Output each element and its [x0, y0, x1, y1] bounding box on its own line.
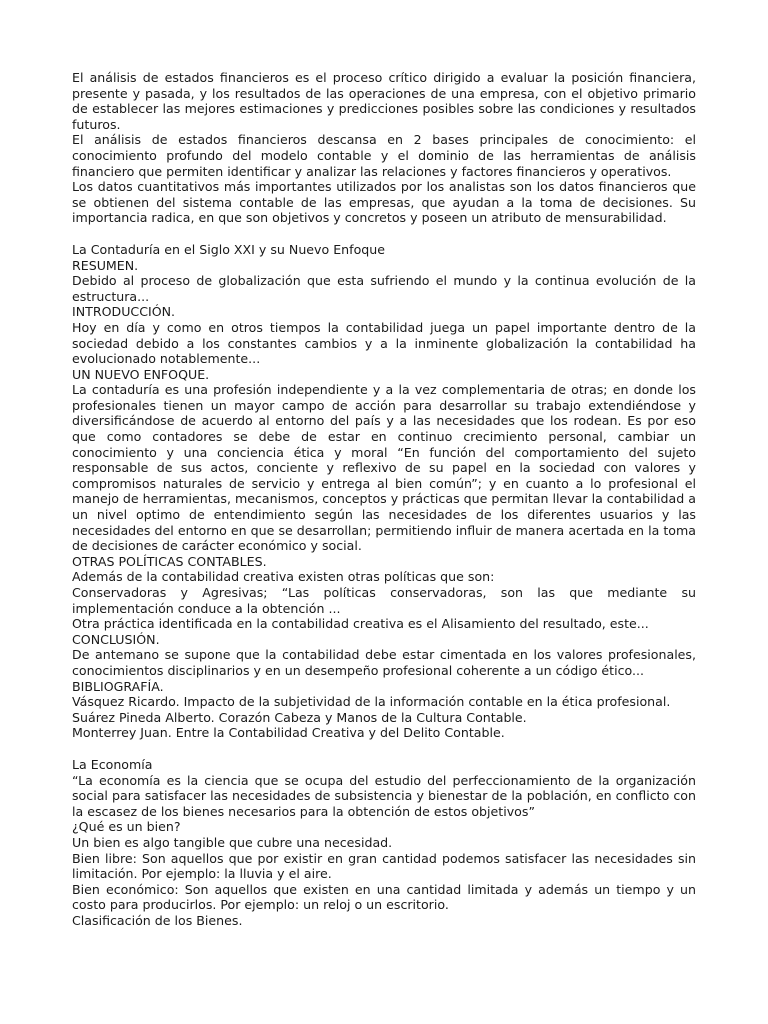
question-que-es-un-bien: ¿Qué es un bien? [72, 819, 181, 835]
section-title-contaduria: La Contaduría en el Siglo XXI y su Nuevo Enfoque [72, 241, 386, 257]
heading-clasificacion-bienes: Clasificación de los Bienes. [72, 912, 243, 928]
heading-bibliografia: BIBLIOGRAFÍA. [72, 678, 164, 694]
blank-line [72, 226, 696, 242]
document-body [72, 70, 696, 928]
section-title-economia: La Economía [72, 756, 153, 772]
paragraph-datos-cuantitativos: Los datos cuantitativos más importantes utilizados por los analistas son los datos financieros que se obtienen del sistema contable de las empresas, que ayudan a la toma de decisiones. Su importancia radica, en que son objetivos y concretos y poseen un atributo de mensurabilidad. [72, 179, 696, 226]
heading-resumen: RESUMEN. [72, 257, 139, 273]
paragraph-politicas-conservadoras: Conservadoras y Agresivas; “Las políticas conservadoras, son las que mediante su implementación conduce a la obtención ... [72, 585, 696, 616]
bibliography-entry: Suárez Pineda Alberto. Corazón Cabeza y Manos de la Cultura Contable. [72, 709, 527, 725]
paragraph-analisis-definicion: El análisis de estados financieros es el proceso crítico dirigido a evaluar la posición financiera, presente y pasada, y los resultados de las operaciones de una empresa, con el objetivo primario de establecer las mejores estimaciones y predicciones posibles sobre las condiciones y resultados futuros. [72, 70, 696, 132]
paragraph-resumen: Debido al proceso de globalización que esta sufriendo el mundo y la continua evolución de la estructura... [72, 273, 696, 304]
paragraph-conclusion: De antemano se supone que la contabilidad debe estar cimentada en los valores profesionales, conocimientos disciplinarios y en un desempeño profesional coherente a un código ético... [72, 647, 696, 678]
paragraph-bien-libre: Bien libre: Son aquellos que por existir en gran cantidad podemos satisfacer las necesidades sin limitación. Por ejemplo: la lluvia y el aire. [72, 850, 696, 882]
bibliography-entry: Vásquez Ricardo. Impacto de la subjetividad de la información contable en la ética profesional. [72, 694, 671, 710]
paragraph-introduccion: Hoy en día y como en otros tiempos la contabilidad juega un papel importante dentro de la sociedad debido a los constantes cambios y a la inminente globalización la contabilidad ha evolucionado notablemente... [72, 319, 696, 367]
heading-otras-politicas: OTRAS POLÍTICAS CONTABLES. [72, 553, 267, 569]
heading-conclusion: CONCLUSIÓN. [72, 631, 160, 647]
heading-nuevo-enfoque: UN NUEVO ENFOQUE. [72, 366, 210, 382]
paragraph-alisamiento: Otra práctica identificada en la contabilidad creativa es el Alisamiento del resultado, este... [72, 616, 649, 632]
blank-line [72, 741, 696, 757]
paragraph-analisis-bases: El análisis de estados financieros descansa en 2 bases principales de conocimiento: el conocimiento profundo del modelo contable y el dominio de las herramientas de análisis financiero que permiten identificar y analizar las relaciones y factores financieros y operativos. [72, 132, 696, 179]
paragraph-bien-definicion: Un bien es algo tangible que cubre una necesidad. [72, 834, 393, 850]
bibliography-entry: Monterrey Juan. Entre la Contabilidad Creativa y del Delito Contable. [72, 725, 505, 741]
paragraph-politicas-intro: Además de la contabilidad creativa existen otras políticas que son: [72, 569, 495, 585]
paragraph-bien-economico: Bien económico: Son aquellos que existen en una cantidad limitada y además un tiempo y un costo para producirlos. Por ejemplo: un reloj o un escritorio. [72, 881, 696, 913]
heading-introduccion: INTRODUCCIÓN. [72, 304, 176, 320]
paragraph-economia-definicion: “La economía es la ciencia que se ocupa del estudio del perfeccionamiento de la organización social para satisfacer las necesidades de subsistencia y bienestar de la población, en conflicto con la escasez de los bienes necesarios para la obtención de estos objetivos” [72, 772, 696, 819]
paragraph-nuevo-enfoque: La contaduría es una profesión independiente y a la vez complementaria de otras; en donde los profesionales tienen un mayor campo de acción para desarrollar su trabajo extendiéndose y diversificándose de acuerdo al entorno del país y a las necesidades que los rodean. Es por eso que como contadores se debe de estar en continuo crecimiento personal, cambiar un conocimiento y una conciencia ética y moral “En función del comportamiento del sujeto responsable de sus actos, conciente y reflexivo de su papel en la sociedad con valores y compromisos naturales de servicio y entrega al bien común”; y en cuanto a lo profesional el manejo de herramientas, mecanismos, conceptos y prácticas que permitan llevar la contabilidad a un nivel optimo de entendimiento según las necesidades de los diferentes usuarios y las necesidades del entorno en que se desarrollan; permitiendo influir de manera acertada en la toma de decisiones de carácter económico y social. [72, 382, 696, 554]
